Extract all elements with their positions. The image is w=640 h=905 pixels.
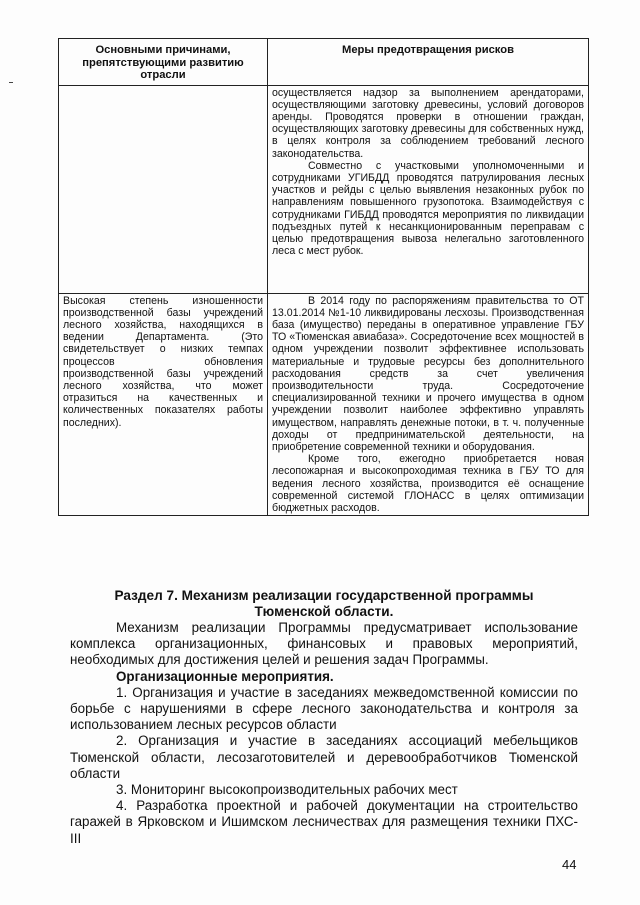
header-causes: Основными причинами, препятствующими развитию отрасли: [59, 39, 268, 86]
section-subheading: Организационные мероприятия.: [116, 668, 334, 684]
header-measures: Меры предотвращения рисков: [268, 39, 589, 86]
section-7: [70, 588, 578, 847]
measures-paragraph: Кроме того, ежегодно приобретается новая лесопожарная и высокопроходимая техника в ГБУ ТО для ведения лесного хозяйства, производится её оснащение современной системой ГЛОНАСС в целях оптимизации бюджетных расходов.: [272, 453, 584, 514]
cause-cell: Высокая степень изношенности производственной базы учреждений лесного хозяйства, находящихся в ведении Департамента. (Это свидетельствует о низких темпах процессов обновления производственной базы учреждений лесного хозяйства, что может отразиться на качественных и количественных показателях работы последних).: [59, 293, 268, 516]
list-item: 3. Мониторинг высокопроизводительных рабочих мест: [116, 782, 458, 798]
section-title-line1: Раздел 7. Механизм реализации государственной программы: [114, 588, 534, 603]
list-item: 4. Разработка проектной и рабочей документации на строительство гаражей в Ярковском и Ишимском лесничествах для размещения техники ПХС-III: [70, 798, 578, 846]
measures-paragraph: Совместно с участковыми уполномоченными и сотрудниками УГИБДД проводятся патрулирования лесных участков и рейды с целью выявления незаконных рубок по направлениям повышенного грузопотока. Взаимодействуя с сотрудниками ГИБДД проводятся мероприятия по ликвидации подъездных путей к несанкционированным переправам с целью предотвращения вывоза нелегально заготовленного леса с мест рубок.: [272, 159, 584, 258]
cause-cell: [59, 85, 268, 293]
table-row: [59, 85, 589, 293]
section-intro: Механизм реализации Программы предусматривает использование комплекса организационных, финансовых и правовых мероприятий, необходимых для достижения целей и решения задач Программы.: [70, 620, 578, 668]
margin-mark: [9, 82, 13, 83]
page-number: 44: [562, 857, 577, 872]
risk-table: [58, 38, 589, 516]
measures-cell: [268, 85, 589, 293]
list-item: 2. Организация и участие в заседаниях ассоциаций мебельщиков Тюменской области, лесозаготовителей и деревообработчиков Тюменской области: [70, 733, 578, 781]
section-title: [70, 588, 578, 620]
measures-paragraph: осуществляется надзор за выполнением арендаторами, осуществляющими заготовку древесины, условий договоров аренды. Проводятся проверки в отношении граждан, осуществляющих заготовку древесины для собственных нужд, в целях контроля за соблюдением требований лесного законодательства.: [272, 86, 584, 160]
list-item: 1. Организация и участие в заседаниях межведомственной комиссии по борьбе с нарушениями в сфере лесного законодательства и контроля за использованием лесных ресурсов области: [70, 684, 578, 733]
measures-paragraph: В 2014 году по распоряжениям правительства то ОТ 13.01.2014 №1-10 ликвидированы лесхозы. Производственная база (имущество) переданы в оперативное управление ГБУ ТО «Тюменская авиабаза». Сосредоточение всех мощностей в одном учреждении позволит эффективнее использовать материальные и трудовые ресурсы без дополнительного расходования средств за счет увеличения производительности труда. Сосредоточение специализированной техники и прочего имущества в одном учреждении позволит наиболее эффективно управлять имуществом, направлять денежные потоки, в т. ч. полученные доходы от предпринимательской деятельности, на приобретение современной техники и оборудования.: [272, 294, 584, 453]
table-row: [59, 293, 589, 516]
section-title-line2: Тюменской области.: [254, 604, 394, 619]
table-header-row: [59, 39, 589, 86]
measures-cell: [268, 293, 589, 516]
